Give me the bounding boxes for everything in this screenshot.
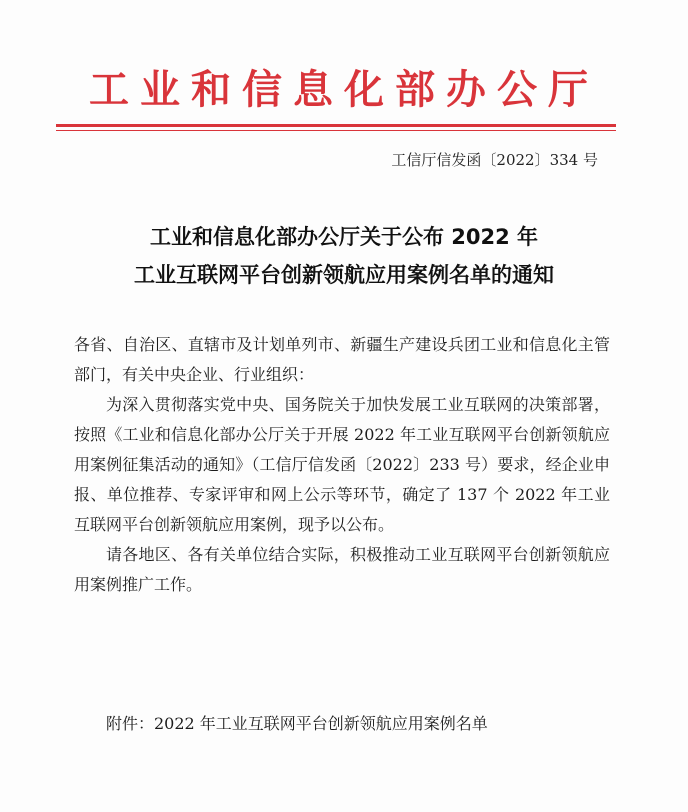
letterhead-divider-thin [56,130,616,131]
letterhead-org-name: 工业和信息化部办公厅 [89,67,599,113]
body-paragraph-2: 请各地区、各有关单位结合实际，积极推动工业互联网平台创新领航应用案例推广工作。 [74,545,610,594]
document-number: 工信厅信发函〔2022〕334 号 [391,151,598,169]
title-line-2: 工业互联网平台创新领航应用案例名单的通知 [134,263,554,287]
document-title [0,218,688,294]
attachment-line: 附件：2022 年工业互联网平台创新领航应用案例名单 [106,714,488,733]
body-paragraph-1: 为深入贯彻落实党中央、国务院关于加快发展工业互联网的决策部署，按照《工业和信息化部办公厅关于开展 2022 年工业互联网平台创新领航应用案例征集活动的通知》（工信厅信发函〔2022〕233 号）要求，经企业申报、单位推荐、专家评审和网上公示等环节，确定了 137 个 2022 年工业互联网平台创新领航应用案例，现予以公布。 [74,395,610,534]
title-line-1: 工业和信息化部办公厅关于公布 2022 年 [149,225,539,249]
salutation: 各省、自治区、直辖市及计划单列市、新疆生产建设兵团工业和信息化主管部门，有关中央企业、行业组织： [74,335,610,384]
letterhead-divider-thick [56,124,616,127]
document-body [74,330,610,600]
